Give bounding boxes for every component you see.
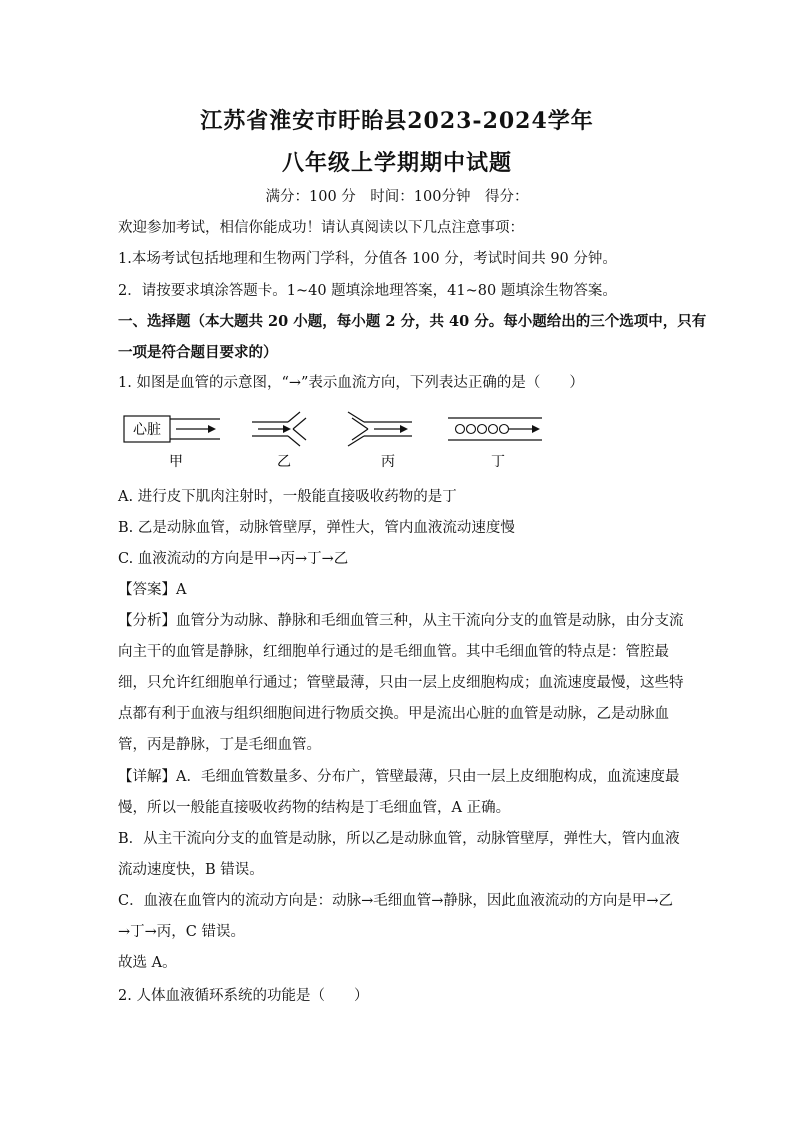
question-1-answer: 【答案】A — [118, 582, 187, 598]
exam-title-line2: 八年级上学期期中试题 — [281, 150, 512, 176]
vessel-bing — [348, 412, 412, 446]
intro-note-2: 2．请按要求填涂答题卡。1~40 题填涂地理答案，41~80 题填涂生物答案。 — [118, 283, 617, 299]
intro-note-1: 1.本场考试包括地理和生物两门学科，分值各 100 分，考试时间共 90 分钟。 — [118, 251, 617, 267]
analysis-line: 管，丙是静脉，丁是毛细血管。 — [118, 737, 321, 753]
vessel-label-bing: 丙 — [381, 454, 395, 470]
vessel-ding — [448, 418, 542, 440]
question-1-option-b: B. 乙是动脉血管，动脉管壁厚，弹性大，管内血液流动速度慢 — [118, 520, 515, 536]
vessel-label-jia: 甲 — [169, 454, 183, 470]
blood-vessel-diagram — [118, 404, 558, 476]
vessel-label-yi: 乙 — [277, 454, 291, 470]
detail-line: B．从主干流向分支的血管是动脉，所以乙是动脉血管，动脉管壁厚，弹性大，管内血液 — [118, 831, 680, 847]
detail-line: C．血液在血管内的流动方向是：动脉→毛细血管→静脉，因此血液流动的方向是甲→乙 — [118, 893, 674, 909]
question-1-stem: 1. 如图是血管的示意图，“→”表示血流方向，下列表达正确的是（ ） — [118, 375, 584, 391]
vessel-jia — [124, 416, 220, 442]
detail-line: 慢，所以一般能直接吸收药物的结构是丁毛细血管，A 正确。 — [118, 800, 511, 816]
detail-line: 故选 A。 — [118, 955, 177, 971]
analysis-line: 向主干的血管是静脉，红细胞单行通过的是毛细血管。其中毛细血管的特点是：管腔最 — [118, 644, 669, 660]
question-2-stem: 2. 人体血液循环系统的功能是（ ） — [118, 988, 369, 1004]
analysis-line: 点都有利于血液与组织细胞间进行物质交换。甲是流出心脏的血管是动脉，乙是动脉血 — [118, 706, 669, 722]
vessel-label-ding: 丁 — [491, 454, 505, 470]
detail-line: 流动速度快，B 错误。 — [118, 862, 264, 878]
exam-meta: 满分：100 分 时间：100分钟 得分： — [265, 189, 529, 205]
question-1-option-a: A. 进行皮下肌肉注射时，一般能直接吸收药物的是丁 — [118, 489, 457, 505]
exam-title-line1: 江苏省淮安市盱眙县2023-2024学年 — [200, 108, 594, 134]
question-1-option-c: C. 血液流动的方向是甲→丙→丁→乙 — [118, 551, 349, 567]
section-heading-line2: 一项是符合题目要求的） — [118, 344, 278, 361]
detail-line: →丁→丙，C 错误。 — [118, 924, 246, 940]
intro-welcome: 欢迎参加考试，相信你能成功！请认真阅读以下几点注意事项： — [118, 220, 524, 236]
heart-label: 心脏 — [133, 422, 161, 438]
analysis-line: 细，只允许红细胞单行通过；管壁最薄，只由一层上皮细胞构成；血流速度最慢，这些特 — [118, 675, 684, 691]
vessel-yi — [252, 412, 306, 446]
section-heading-line1: 一、选择题（本大题共 20 小题，每小题 2 分，共 40 分。每小题给出的三个选项中，只有 — [118, 313, 707, 330]
analysis-line: 【分析】血管分为动脉、静脉和毛细血管三种，从主干流向分支的血管是动脉，由分支流 — [118, 613, 684, 629]
detail-line: 【详解】A．毛细血管数量多、分布广，管壁最薄，只由一层上皮细胞构成，血流速度最 — [118, 769, 680, 785]
